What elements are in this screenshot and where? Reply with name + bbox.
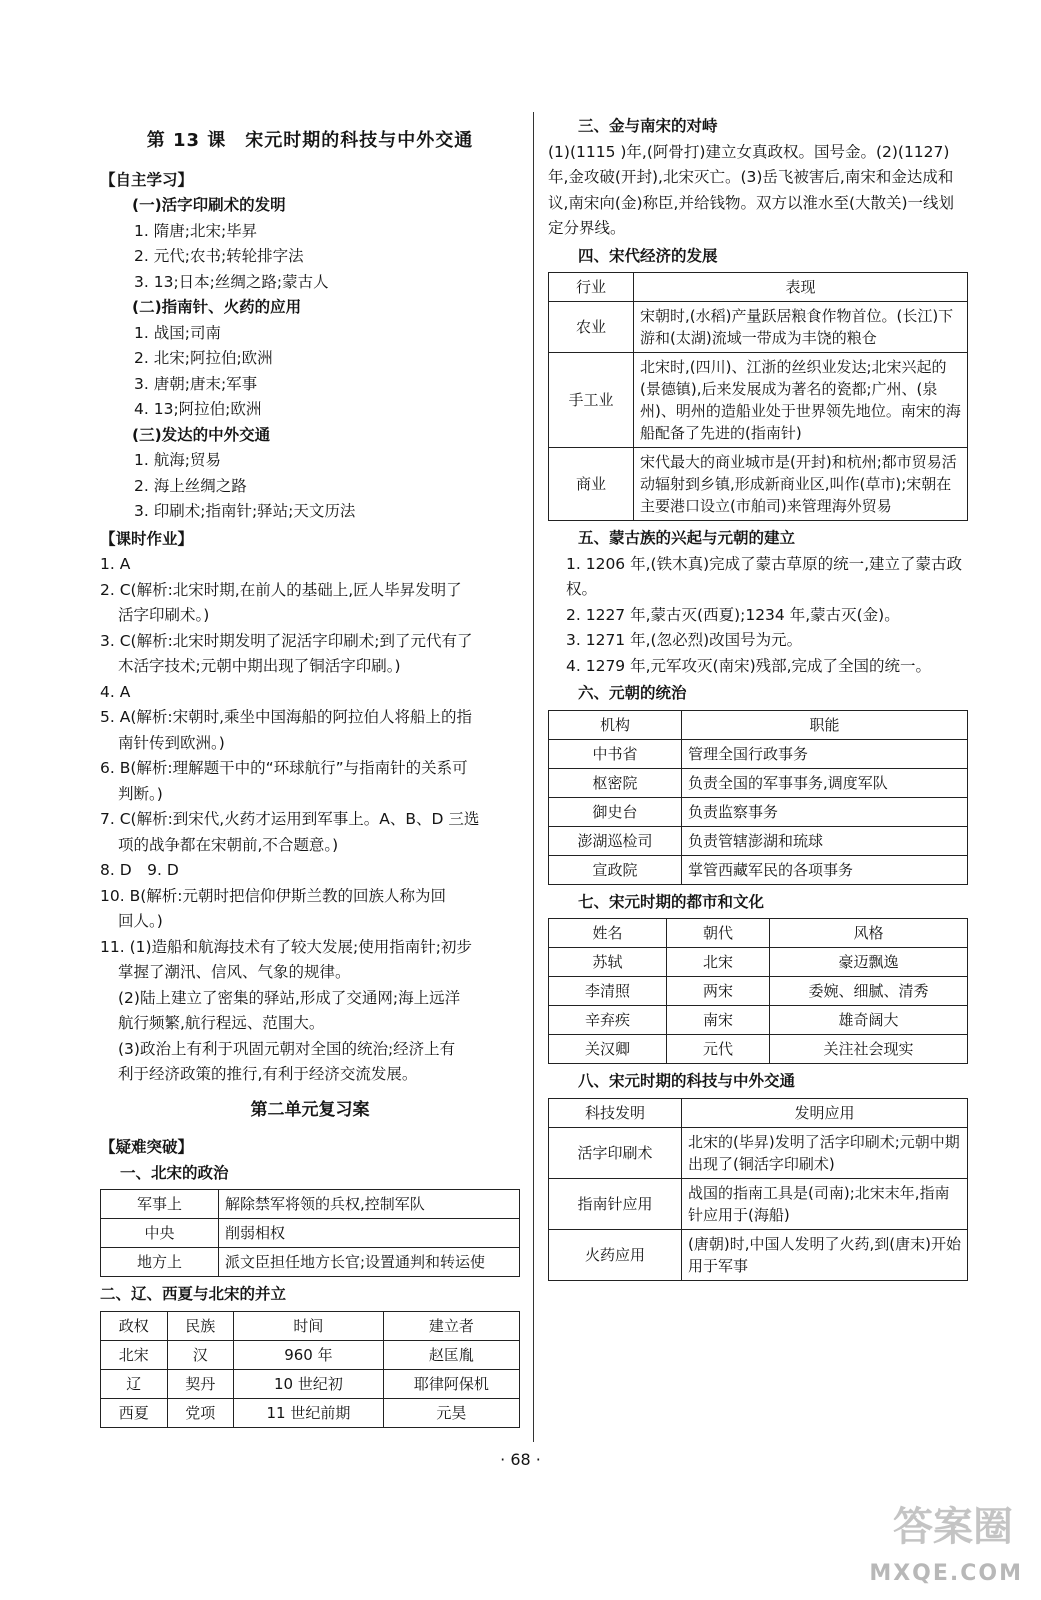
table-cell: 派文臣担任地方长官;设置通判和转运使 (219, 1248, 520, 1277)
table-row (549, 1178, 968, 1229)
table-row (549, 302, 968, 353)
table-cell: 赵匡胤 (383, 1340, 519, 1369)
self-study-section-2 (100, 295, 520, 423)
list-item: 3. 唐朝;唐末;军事 (134, 374, 258, 393)
section-title: (一)活字印刷术的发明 (132, 196, 286, 214)
answer-item (100, 552, 520, 578)
table-cell: 耶律阿保机 (383, 1369, 519, 1398)
self-study-section-3 (100, 423, 520, 525)
table-cell: 北宋时,(四川)、江浙的丝织业发达;北宋兴起的(景德镇),后来发展成为著名的瓷都;广州、(泉州)、明州的造船业处于世界领先地位。南宋的海船配备了先进的(指南针) (634, 353, 968, 448)
table-row (549, 948, 968, 977)
list-item: 2. 元代;农书;转轮排字法 (134, 247, 304, 265)
table-cell: 苏轼 (549, 948, 667, 977)
table-cell: 负责监察事务 (682, 797, 968, 826)
answer-line: 8. D 9. D (100, 861, 179, 879)
answer-item (100, 935, 520, 986)
unit-title: 第二单元复习案 (250, 1099, 370, 1120)
list-item: 3. 1271 年,(忽必烈)改国号为元。 (566, 631, 803, 649)
table-row (549, 448, 968, 521)
table-cell: 10 世纪初 (234, 1369, 384, 1398)
answer-item (100, 858, 520, 884)
answer-line: 5. A(解析:宋朝时,乘坐中国海船的阿拉伯人将船上的指 (100, 708, 473, 726)
table-cell: 负责管辖澎湖和琉球 (682, 826, 968, 855)
section-title: (三)发达的中外交通 (132, 425, 271, 444)
table-header-row (549, 1098, 968, 1127)
jin-song-paragraph: (1)(1115 )年,(阿骨打)建立女真政权。国号金。(2)(1127)年,金攻破(开封),北宋灭亡。(3)岳飞被害后,南宋和金达成和议,南宋向(金)称臣,并给钱物。双方以淮水至(大散关)一线划定分界线。 (548, 142, 955, 237)
answer-line: 11. (1)造船和航海技术有了较大发展;使用指南针;初步 (100, 937, 472, 956)
table-cell: 豪迈飘逸 (770, 948, 968, 977)
table-row (101, 1248, 520, 1277)
answer-line: 2. C(解析:北宋时期,在前人的基础上,匠人毕昇发明了 (100, 580, 462, 599)
section-title: 七、宋元时期的都市和文化 (578, 892, 765, 911)
answer-line: 3. C(解析:北宋时期发明了泥活字印刷术;到了元代有了 (100, 631, 473, 650)
table-cell: 汉 (167, 1340, 234, 1369)
column-header: 时间 (234, 1311, 384, 1340)
column-header: 发明应用 (682, 1098, 968, 1127)
section-title: 八、宋元时期的科技与中外交通 (578, 1072, 796, 1090)
table-cell: 负责全国的军事事务,调度军队 (682, 768, 968, 797)
table-cell: 指南针应用 (549, 1178, 682, 1229)
list-item: 1. 隋唐;北宋;毕昇 (134, 221, 258, 240)
tech-table (548, 1098, 968, 1281)
table-cell: 活字印刷术 (549, 1127, 682, 1178)
page-number: · 68 · (500, 1450, 541, 1469)
section-title: 一、北宋的政治 (120, 1163, 229, 1182)
table-row (549, 768, 968, 797)
watermark-logo: 答案圈 (893, 1504, 1013, 1550)
table-cell: 元代 (667, 1035, 770, 1064)
table-row (101, 1398, 520, 1427)
table-row (549, 1035, 968, 1064)
answer-line: 6. B(解析:理解题干中的“环球航行”与指南针的关系可 (100, 759, 468, 777)
table-cell: 农业 (549, 302, 634, 353)
column-header: 职能 (682, 710, 968, 739)
table-row (101, 1340, 520, 1369)
table-cell: 契丹 (167, 1369, 234, 1398)
section-title: 五、蒙古族的兴起与元朝的建立 (578, 529, 796, 547)
table-row (549, 353, 968, 448)
table-cell: 党项 (167, 1398, 234, 1427)
watermark-text: MXQE.COM (869, 1561, 1023, 1586)
table-cell: 11 世纪前期 (234, 1398, 384, 1427)
section-title: 六、元朝的统治 (578, 684, 687, 702)
table-cell: 枢密院 (549, 768, 682, 797)
column-header: 机构 (549, 710, 682, 739)
table-cell: 关汉卿 (549, 1035, 667, 1064)
table-cell: 辽 (101, 1369, 168, 1398)
answer-line-cont: 项的战争都在宋朝前,不合题意。) (118, 835, 339, 854)
breakthrough-heading: 【疑难突破】 (100, 1138, 194, 1156)
answer-line-cont: 判断。) (118, 784, 163, 803)
table-cell: 战国的指南工具是(司南);北宋末年,指南针应用于(海船) (682, 1178, 968, 1229)
answer-item (100, 705, 520, 756)
answer-line: 1. A (100, 555, 131, 573)
table-cell: 辛弃疾 (549, 1006, 667, 1035)
answer-item (100, 884, 520, 935)
culture-table (548, 918, 968, 1064)
table-cell: 削弱相权 (219, 1219, 520, 1248)
list-item: 1. 战国;司南 (134, 323, 221, 342)
self-study-section-1 (100, 193, 520, 295)
table-cell: 解除禁军将领的兵权,控制军队 (219, 1190, 520, 1219)
answer-line: 10. B(解析:元朝时把信仰伊斯兰教的回族人称为回 (100, 886, 446, 905)
table-row (549, 855, 968, 884)
table-row (549, 826, 968, 855)
answer-line-cont: 利于经济政策的推行,有利于经济交流发展。 (118, 1065, 418, 1083)
column-header: 表现 (634, 273, 968, 302)
table-cell: 两宋 (667, 977, 770, 1006)
column-header: 姓名 (549, 919, 667, 948)
regimes-table (100, 1311, 520, 1428)
list-item: 2. 1227 年,蒙古灭(西夏);1234 年,蒙古灭(金)。 (566, 605, 900, 624)
answer-line-cont: 回人。) (118, 912, 163, 930)
column-header: 民族 (167, 1311, 234, 1340)
homework-heading: 【课时作业】 (100, 529, 194, 548)
table-cell: (唐朝)时,中国人发明了火药,到(唐末)开始用于军事 (682, 1229, 968, 1280)
table-cell: 商业 (549, 448, 634, 521)
northern-song-politics-table (100, 1189, 520, 1277)
answer-line: (3)政治上有利于巩固元朝对全国的统治;经济上有 (118, 1039, 456, 1058)
table-cell: 掌管西藏军民的各项事务 (682, 855, 968, 884)
answer-line-cont: 掌握了潮汛、信风、气象的规律。 (118, 963, 351, 981)
column-header: 行业 (549, 273, 634, 302)
table-header-row (101, 1311, 520, 1340)
answer-item (100, 629, 520, 680)
answer-item (100, 807, 520, 858)
right-column (548, 112, 968, 1286)
answer-line: (2)陆上建立了密集的驿站,形成了交通网;海上远洋 (118, 988, 461, 1007)
section-title: 四、宋代经济的发展 (578, 246, 718, 265)
answer-item (100, 578, 520, 629)
table-header-row (549, 273, 968, 302)
table-cell: 宋代最大的商业城市是(开封)和杭州;都市贸易活动辐射到乡镇,形成新商业区,叫作(草市);宋朝在主要港口设立(市舶司)来管理海外贸易 (634, 448, 968, 521)
table-cell: 委婉、细腻、清秀 (770, 977, 968, 1006)
table-header-row (549, 710, 968, 739)
column-header: 建立者 (383, 1311, 519, 1340)
list-item: 3. 13;日本;丝绸之路;蒙古人 (134, 272, 329, 291)
list-item: 1. 1206 年,(铁木真)完成了蒙古草原的统一,建立了蒙古政权。 (566, 554, 963, 598)
table-row (549, 1229, 968, 1280)
table-row (101, 1219, 520, 1248)
answer-line: 7. C(解析:到宋代,火药才运用到军事上。A、B、D 三选 (100, 810, 480, 828)
table-cell: 地方上 (101, 1248, 219, 1277)
column-header: 科技发明 (549, 1098, 682, 1127)
section-title: (二)指南针、火药的应用 (132, 298, 302, 316)
answer-line-cont: 南针传到欧洲。) (118, 733, 225, 752)
column-header: 朝代 (667, 919, 770, 948)
table-row (549, 977, 968, 1006)
list-item: 2. 海上丝绸之路 (134, 476, 247, 495)
answer-item (100, 1037, 520, 1088)
left-column (100, 112, 520, 1433)
table-cell: 西夏 (101, 1398, 168, 1427)
table-cell: 北宋 (101, 1340, 168, 1369)
lesson-title: 第 13 课 宋元时期的科技与中外交通 (146, 130, 474, 151)
list-item: 3. 印刷术;指南针;驿站;天文历法 (134, 502, 356, 520)
answer-item (100, 986, 520, 1037)
table-cell: 关注社会现实 (770, 1035, 968, 1064)
table-cell: 李清照 (549, 977, 667, 1006)
table-row (101, 1369, 520, 1398)
table-cell: 手工业 (549, 353, 634, 448)
table-cell: 御史台 (549, 797, 682, 826)
table-cell: 中央 (101, 1219, 219, 1248)
table-cell: 北宋 (667, 948, 770, 977)
answer-item (100, 756, 520, 807)
column-divider (533, 112, 534, 1442)
list-item: 4. 1279 年,元军攻灭(南宋)残部,完成了全国的统一。 (566, 656, 932, 675)
yuan-rule-table (548, 710, 968, 885)
list-item: 1. 航海;贸易 (134, 451, 221, 469)
table-cell: 南宋 (667, 1006, 770, 1035)
self-study-heading: 【自主学习】 (100, 170, 194, 189)
table-cell: 元昊 (383, 1398, 519, 1427)
table-cell: 管理全国行政事务 (682, 739, 968, 768)
table-cell: 中书省 (549, 739, 682, 768)
list-item: 4. 13;阿拉伯;欧洲 (134, 400, 262, 418)
section-title: 二、辽、西夏与北宋的并立 (100, 1285, 287, 1303)
answer-line-cont: 木活字技术;元朝中期出现了铜活字印刷。) (118, 657, 401, 675)
table-cell: 火药应用 (549, 1229, 682, 1280)
column-header: 政权 (101, 1311, 168, 1340)
table-row (101, 1190, 520, 1219)
table-row (549, 739, 968, 768)
table-row (549, 1127, 968, 1178)
table-row (549, 797, 968, 826)
table-cell: 宣政院 (549, 855, 682, 884)
section-title: 三、金与南宋的对峙 (578, 117, 718, 135)
table-cell: 军事上 (101, 1190, 219, 1219)
table-cell: 雄奇阔大 (770, 1006, 968, 1035)
song-economy-table (548, 272, 968, 521)
answer-item (100, 680, 520, 706)
list-item: 2. 北宋;阿拉伯;欧洲 (134, 349, 273, 367)
table-cell: 960 年 (234, 1340, 384, 1369)
table-cell: 澎湖巡检司 (549, 826, 682, 855)
table-header-row (549, 919, 968, 948)
answer-line-cont: 航行频繁,航行程远、范围大。 (118, 1014, 325, 1032)
answer-line: 4. A (100, 682, 131, 701)
table-cell: 北宋的(毕昇)发明了活字印刷术;元朝中期出现了(铜活字印刷术) (682, 1127, 968, 1178)
column-header: 风格 (770, 919, 968, 948)
table-cell: 宋朝时,(水稻)产量跃居粮食作物首位。(长江)下游和(太湖)流域一带成为丰饶的粮仓 (634, 302, 968, 353)
table-row (549, 1006, 968, 1035)
answer-line-cont: 活字印刷术。) (118, 606, 210, 624)
